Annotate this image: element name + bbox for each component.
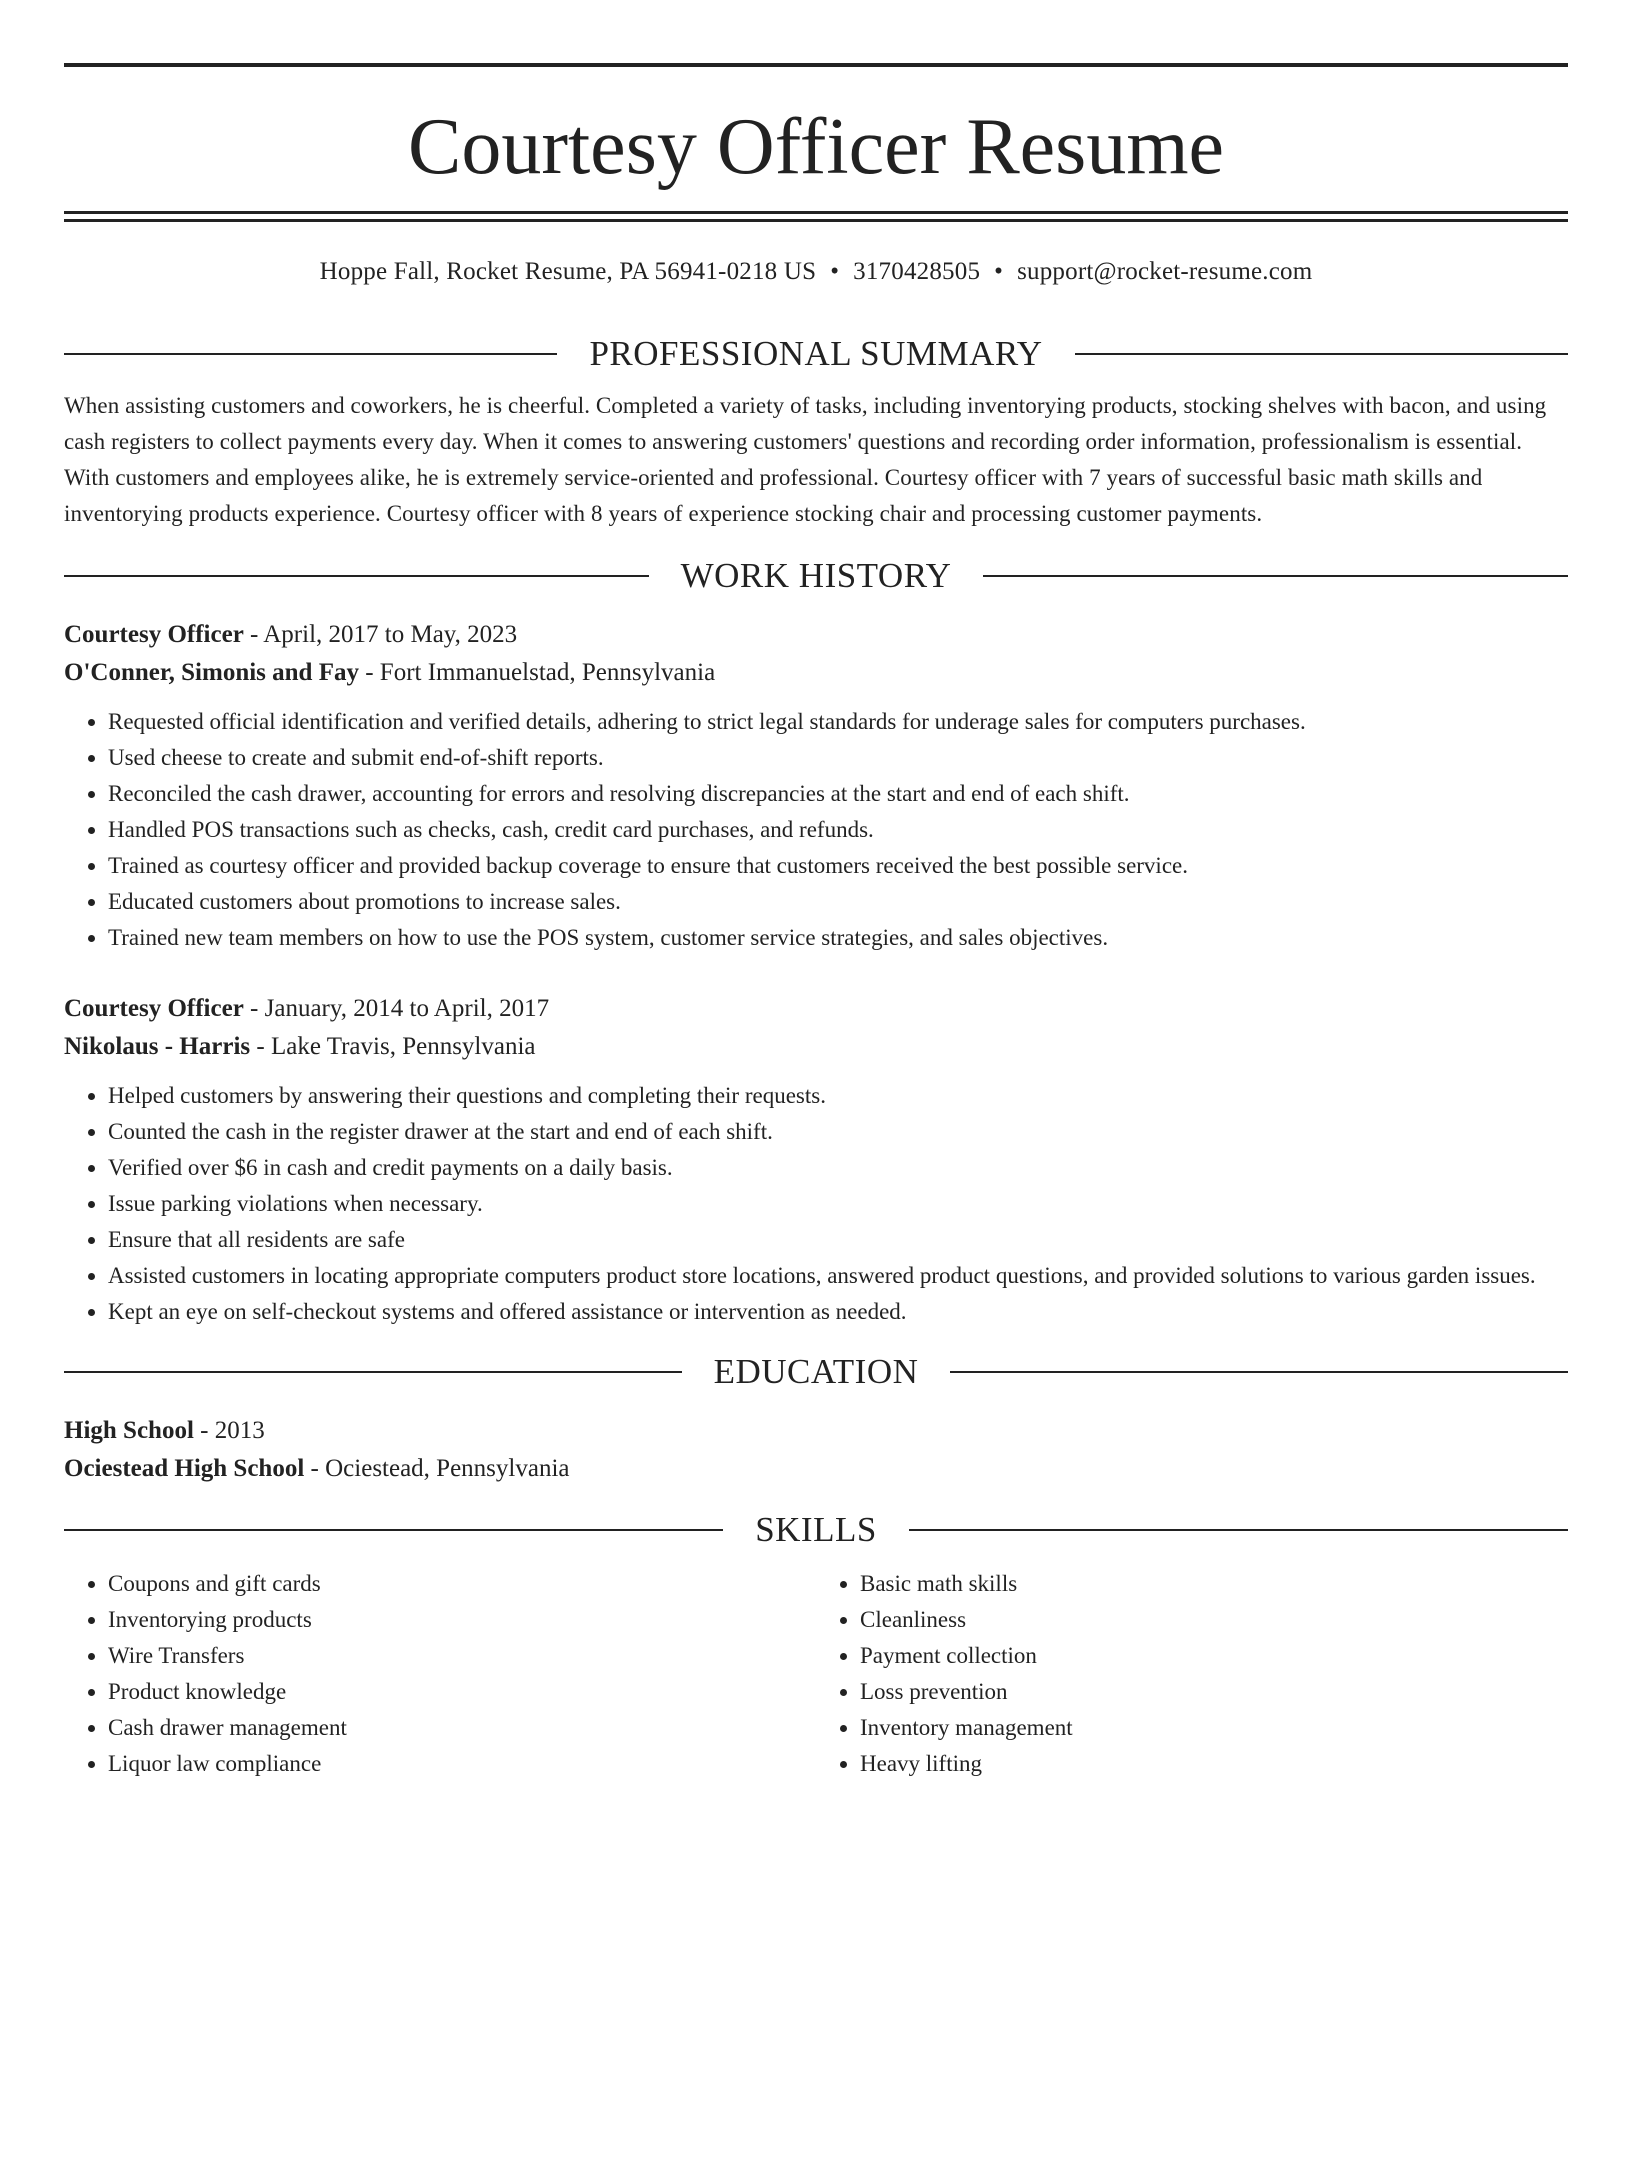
heading-rule-left	[64, 575, 649, 577]
job-company-line	[64, 1028, 1568, 1066]
section-title: SKILLS	[755, 1510, 877, 1549]
job-bullets	[64, 1078, 1568, 1330]
education-degree: High School	[64, 1417, 194, 1444]
list-item: • Inventory management	[860, 1710, 1568, 1746]
job-company-line	[64, 654, 1568, 692]
list-item: • Payment collection	[860, 1638, 1568, 1674]
job-location: - Fort Immanuelstad, Pennsylvania	[358, 659, 716, 686]
education-school-line	[64, 1450, 1568, 1488]
list-item: • Heavy lifting	[860, 1746, 1568, 1782]
job-company: O'Conner, Simonis and Fay	[64, 659, 359, 686]
list-item: • Used cheese to create and submit end-of-shift reports.	[108, 740, 1568, 776]
contact-email: support@rocket-resume.com	[1017, 258, 1313, 285]
section-title: WORK HISTORY	[680, 556, 952, 595]
list-item: • Basic math skills	[860, 1566, 1568, 1602]
list-item: • Assisted customers in locating appropriate computers product store locations, answered product questions, and provided solutions to various garden issues.	[108, 1258, 1568, 1294]
section-heading-education	[64, 1350, 1568, 1394]
job-dates: - January, 2014 to April, 2017	[243, 995, 550, 1022]
list-item: • Cleanliness	[860, 1602, 1568, 1638]
skills-list-right	[816, 1566, 1568, 1782]
education-location: - Ociestead, Pennsylvania	[304, 1455, 570, 1482]
list-item: • Educated customers about promotions to increase sales.	[108, 884, 1568, 920]
education-year: - 2013	[193, 1417, 265, 1444]
title-double-rule	[64, 211, 1568, 222]
section-title: PROFESSIONAL SUMMARY	[589, 334, 1043, 373]
list-item: • Counted the cash in the register drawer at the start and end of each shift.	[108, 1114, 1568, 1150]
list-item: • Product knowledge	[108, 1674, 816, 1710]
list-item: • Liquor law compliance	[108, 1746, 816, 1782]
top-rule	[64, 63, 1568, 67]
section-title: EDUCATION	[713, 1352, 919, 1391]
heading-rule-right	[909, 1529, 1568, 1531]
job-title: Courtesy Officer	[64, 621, 244, 648]
list-item: • Trained as courtesy officer and provided backup coverage to ensure that customers received the best possible service.	[108, 848, 1568, 884]
skills-list-left	[64, 1566, 816, 1782]
section-heading-skills	[64, 1508, 1568, 1552]
job-bullets	[64, 704, 1568, 956]
list-item: • Inventorying products	[108, 1602, 816, 1638]
education-school: Ociestead High School	[64, 1455, 305, 1482]
list-item: • Kept an eye on self-checkout systems and offered assistance or intervention as needed.	[108, 1294, 1568, 1330]
heading-rule-right	[950, 1371, 1568, 1373]
resume-page	[0, 63, 1632, 2175]
job-entry	[64, 990, 1568, 1330]
job-location: - Lake Travis, Pennsylvania	[250, 1033, 536, 1060]
section-heading-work-history	[64, 554, 1568, 598]
heading-rule-left	[64, 353, 557, 355]
heading-rule-left	[64, 1529, 723, 1531]
contact-phone: 3170428505	[853, 258, 981, 285]
list-item: • Cash drawer management	[108, 1710, 816, 1746]
contact-separator: •	[994, 258, 1004, 285]
job-entry	[64, 616, 1568, 956]
contact-address: Hoppe Fall, Rocket Resume, PA 56941-0218 US	[319, 258, 817, 285]
job-title: Courtesy Officer	[64, 995, 244, 1022]
heading-rule-right	[983, 575, 1568, 577]
page-title: Courtesy Officer Resume	[407, 103, 1225, 191]
contact-line	[64, 258, 1568, 298]
heading-rule-left	[64, 1371, 682, 1373]
list-item: • Requested official identification and verified details, adhering to strict legal standards for underage sales for computers purchases.	[108, 704, 1568, 740]
list-item: • Issue parking violations when necessary.	[108, 1186, 1568, 1222]
list-item: • Verified over $6 in cash and credit payments on a daily basis.	[108, 1150, 1568, 1186]
contact-separator: •	[830, 258, 840, 285]
heading-rule-right	[1075, 353, 1568, 355]
list-item: • Coupons and gift cards	[108, 1566, 816, 1602]
section-heading-summary	[64, 332, 1568, 376]
list-item: • Handled POS transactions such as checks, cash, credit card purchases, and refunds.	[108, 812, 1568, 848]
list-item: • Helped customers by answering their questions and completing their requests.	[108, 1078, 1568, 1114]
skills-columns	[64, 1566, 1568, 1782]
job-company: Nikolaus - Harris	[64, 1033, 251, 1060]
summary-text: When assisting customers and coworkers, he is cheerful. Completed a variety of tasks, including inventorying products, stocking shelves with bacon, and using cash registers to collect payments every day. When it comes to answering customers' questions and recording order information, professionalism is essential. With customers and employees alike, he is extremely service-oriented and professional. Courtesy officer with 7 years of successful basic math skills and inventorying products experience. Courtesy officer with 8 years of experience stocking chair and processing customer payments.	[64, 393, 1547, 526]
job-title-line	[64, 990, 1568, 1028]
list-item: • Reconciled the cash drawer, accounting for errors and resolving discrepancies at the start and end of each shift.	[108, 776, 1568, 812]
list-item: • Loss prevention	[860, 1674, 1568, 1710]
job-dates: - April, 2017 to May, 2023	[243, 621, 518, 648]
list-item: • Ensure that all residents are safe	[108, 1222, 1568, 1258]
education-degree-line	[64, 1412, 1568, 1450]
job-title-line	[64, 616, 1568, 654]
list-item: • Trained new team members on how to use the POS system, customer service strategies, and sales objectives.	[108, 920, 1568, 956]
education-entry	[64, 1412, 1568, 1488]
list-item: • Wire Transfers	[108, 1638, 816, 1674]
